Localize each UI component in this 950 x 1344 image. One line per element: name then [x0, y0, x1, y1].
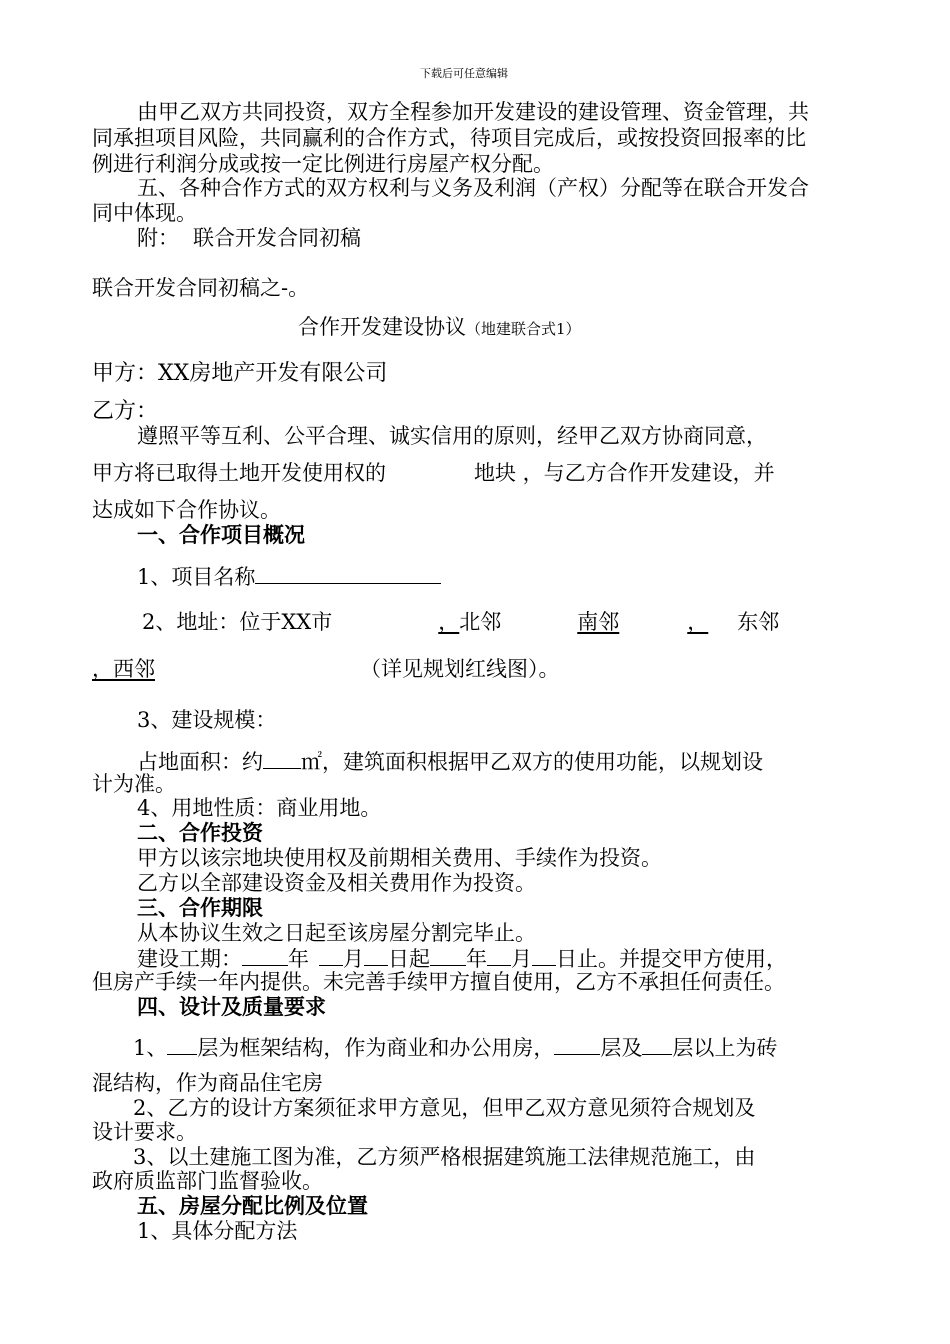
para-line: 例进行利润分成或按一定比例进行房屋产权分配。 — [92, 152, 554, 176]
allocation-item-1: 1、具体分配方法 — [137, 1219, 298, 1243]
title-subtitle: （地建联合式1） — [466, 320, 581, 338]
party-a — [92, 362, 387, 386]
section-heading: 四、设计及质量要求 — [137, 995, 326, 1019]
draft-intro: 联合开发合同初稿之-。 — [92, 276, 310, 300]
party-b-label: 乙方： — [92, 399, 159, 424]
area-blank — [263, 748, 301, 769]
term-line: 但房产手续一年内提供。未完善手续甲方擅自使用，乙方不承担任何责任。 — [92, 970, 785, 994]
preamble-line: 遵照平等互利、公平合理、诚实信用的原则，经甲乙双方协商同意， — [137, 424, 767, 448]
para-line: 由甲乙双方共同投资，双方全程参加开发建设的建设管理、资金管理，共 — [137, 100, 809, 124]
area-line: 计为准。 — [92, 772, 176, 796]
para-line: 五、各种合作方式的双方权利与义务及利润（产权）分配等在联合开发合 — [137, 176, 809, 200]
design-item-3: 3、以土建施工图为准，乙方须严格根据建筑施工法律规范施工，由 — [133, 1145, 756, 1169]
design-item-2-cont: 设计要求。 — [92, 1120, 197, 1144]
construction-period-line: 建设工期： 年 月 日起 年 月 日止。并提交甲方使用， — [137, 947, 787, 971]
attachment-text: 联合开发合同初稿 — [193, 226, 361, 250]
attachment-label: 附： — [137, 226, 179, 250]
section-heading: 五、房屋分配比例及位置 — [137, 1194, 368, 1218]
attachment-line — [137, 226, 361, 250]
project-name-line: 1、项目名称 — [137, 563, 441, 589]
para-line: 同承担项目风险，共同赢利的合作方式，待项目完成后，或按投资回报率的比 — [92, 126, 806, 150]
section-heading: 三、合作期限 — [137, 896, 263, 920]
investment-line: 甲方以该宗地块使用权及前期相关费用、手续作为投资。 — [137, 846, 662, 870]
address-line: 2、地址：位于XX市 ，北邻 南邻 ， 东邻 — [142, 610, 780, 634]
page-header-note: 下载后可任意编辑 — [420, 67, 508, 80]
scale-label: 3、建设规模： — [137, 708, 277, 732]
para-line: 同中体现。 — [92, 201, 197, 225]
party-a-value: XX房地产开发有限公司 — [158, 361, 388, 386]
investment-line: 乙方以全部建设资金及相关费用作为投资。 — [137, 871, 536, 895]
area-line: 占地面积：约 ㎡，建筑面积根据甲乙双方的使用功能，以规划设 — [137, 750, 763, 774]
section-heading: 二、合作投资 — [137, 821, 263, 845]
agreement-title — [298, 315, 581, 341]
section-heading: 一、合作项目概况 — [137, 523, 305, 547]
title-main: 合作开发建设协议 — [298, 315, 466, 339]
land-usage: 4、用地性质：商业用地。 — [137, 796, 382, 820]
project-name-blank — [255, 563, 441, 584]
party-a-label: 甲方： — [92, 361, 159, 386]
design-item-2: 2、乙方的设计方案须征求甲方意见，但甲乙双方意见须符合规划及 — [133, 1096, 756, 1120]
design-item-3-cont: 政府质监部门监督验收。 — [92, 1169, 323, 1193]
address-line: ，西邻 （详见规划红线图）。 — [92, 657, 560, 681]
design-item-1-cont: 混结构，作为商品住宅房 — [92, 1071, 323, 1095]
preamble-line: 达成如下合作协议。 — [92, 498, 281, 522]
preamble-line: 甲方将已取得土地开发使用权的 地块 ，与乙方合作开发建设，并 — [92, 461, 775, 485]
term-line: 从本协议生效之日起至该房屋分割完毕止。 — [137, 921, 536, 945]
design-item-1: 1、 层为框架结构，作为商业和办公用房， 层及 层以上为砖 — [133, 1036, 778, 1060]
